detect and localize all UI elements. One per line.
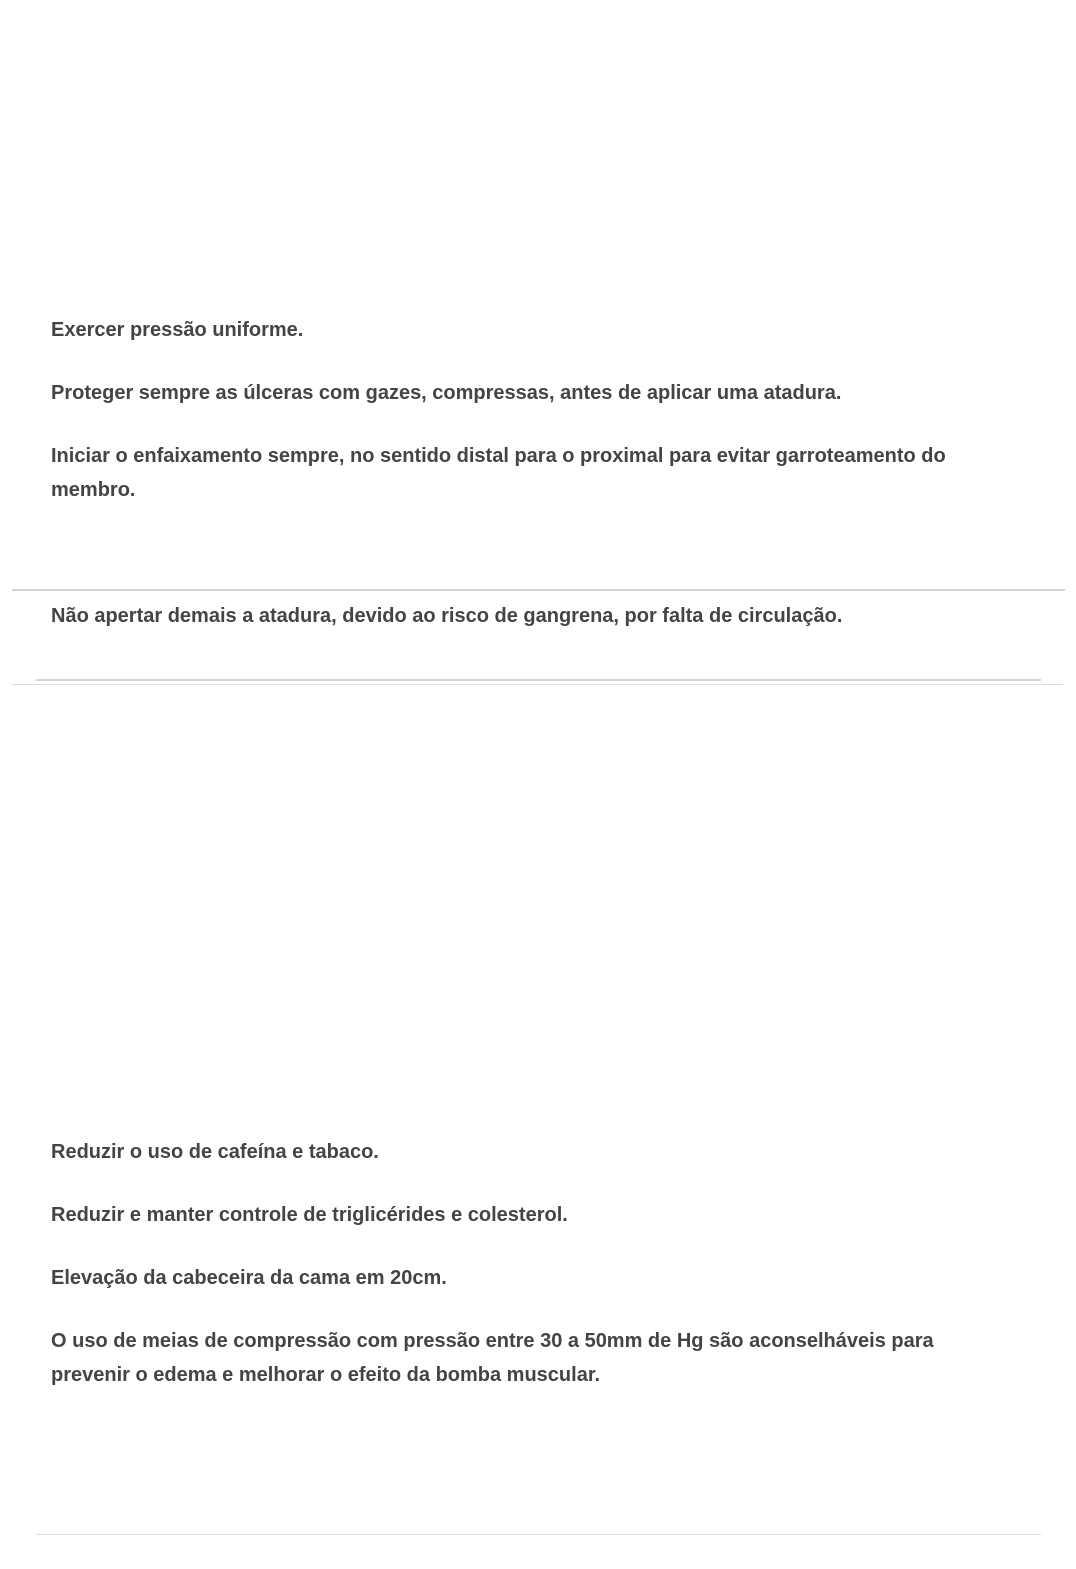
paragraph-bed-elevation: Elevação da cabeceira da cama em 20cm. — [51, 1267, 447, 1289]
divider-middle-shadow — [12, 684, 1063, 685]
paragraph-control-cholesterol: Reduzir e manter controle de triglicérides e colesterol. — [51, 1204, 568, 1226]
paragraph-uniform-pressure: Exercer pressão uniforme. — [51, 319, 304, 341]
paragraph-compression-stockings: O uso de meias de compressão com pressão entre 30 a 50mm de Hg são aconselháveis para prevenir o edema e melhorar o efeito da bomba muscular. — [51, 1330, 934, 1386]
divider-top — [12, 589, 1065, 591]
paragraph-protect-ulcers: Proteger sempre as úlceras com gazes, compressas, antes de aplicar uma atadura. — [51, 382, 842, 404]
paragraph-reduce-caffeine: Reduzir o uso de cafeína e tabaco. — [51, 1141, 379, 1163]
divider-middle — [36, 679, 1041, 681]
paragraph-start-bandaging: Iniciar o enfaixamento sempre, no sentido distal para o proximal para evitar garroteamento do membro. — [51, 445, 946, 501]
divider-bottom — [36, 1534, 1041, 1535]
paragraph-do-not-tighten: Não apertar demais a atadura, devido ao risco de gangrena, por falta de circulação. — [51, 605, 843, 627]
